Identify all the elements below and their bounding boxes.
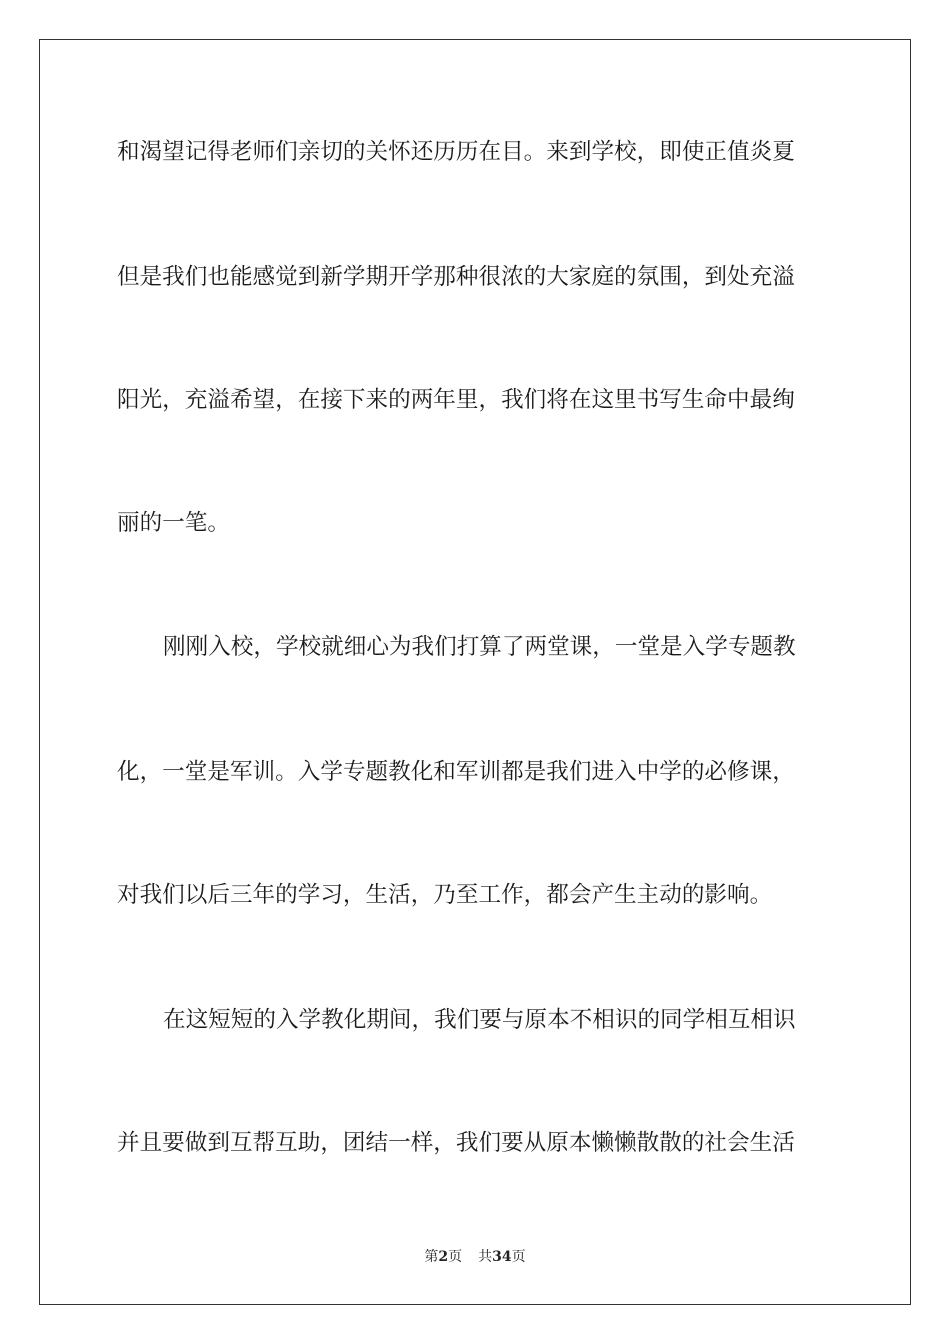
text-line-4: 丽的一笔。: [117, 510, 230, 536]
footer-page-suffix: 页: [448, 1249, 463, 1265]
page-border: [39, 39, 911, 1305]
text-line-2: 但是我们也能感觉到新学期开学那种很浓的大家庭的氛围，到处充溢: [117, 264, 795, 290]
paragraph-3-line-1: 在这短短的入学教化期间，我们要与原本不相识的同学相互相识: [163, 1007, 796, 1033]
footer-page-number: 2: [438, 1249, 449, 1265]
footer-total-suffix: 页: [511, 1249, 526, 1265]
page-footer: [0, 1248, 950, 1266]
footer-page-prefix: 第: [424, 1249, 439, 1265]
text-line-6: 化，一堂是军训。入学专题教化和军训都是我们进入中学的必修课，: [117, 759, 795, 785]
text-line-1: 和渴望记得老师们亲切的关怀还历历在目。来到学校，即使正值炎夏: [117, 139, 795, 165]
paragraph-2-line-1: 刚刚入校，学校就细心为我们打算了两堂课，一堂是入学专题教: [163, 634, 796, 660]
text-line-9: 并且要做到互帮互助，团结一样，我们要从原本懒懒散散的社会生活: [117, 1130, 795, 1156]
text-line-3: 阳光，充溢希望，在接下来的两年里，我们将在这里书写生命中最绚: [117, 387, 795, 413]
footer-total-pages: 34: [492, 1249, 512, 1265]
footer-total-prefix: 共: [478, 1249, 493, 1265]
text-line-7: 对我们以后三年的学习，生活，乃至工作，都会产生主动的影响。: [117, 882, 773, 908]
